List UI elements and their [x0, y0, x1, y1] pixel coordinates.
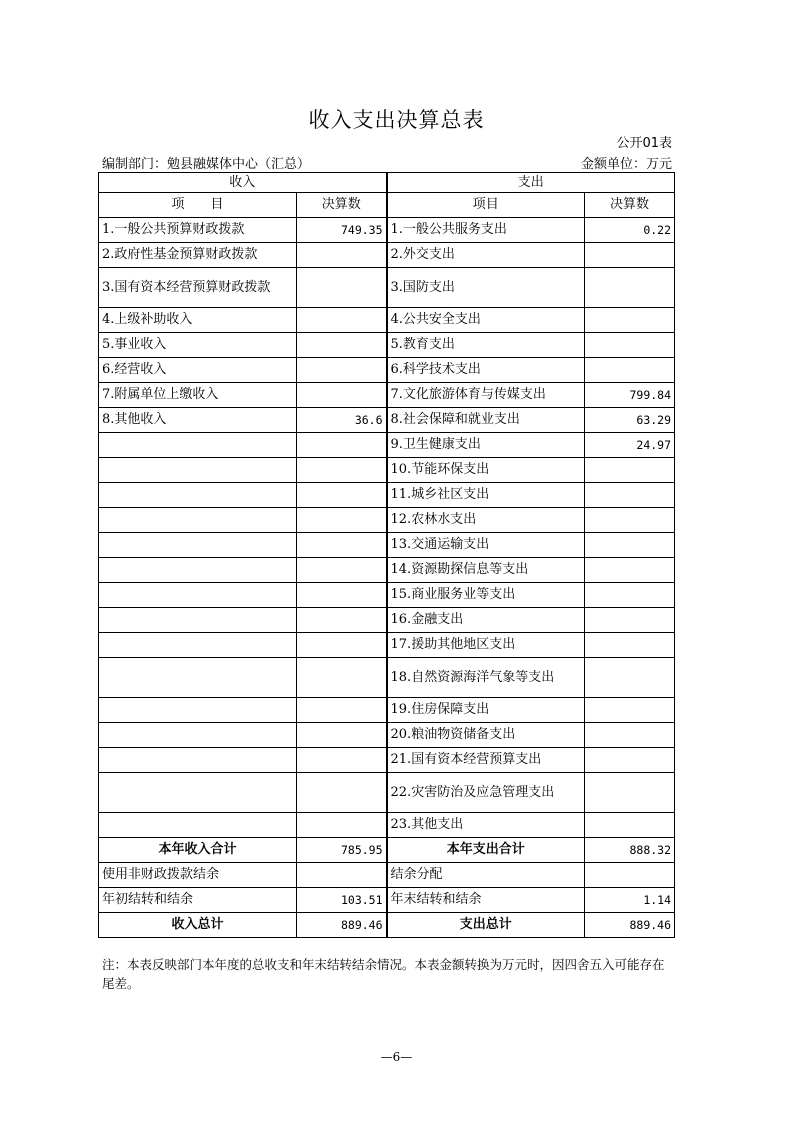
- section-header-row: [99, 173, 675, 193]
- income-item: [99, 773, 297, 813]
- expense-item: 14.资源勘探信息等支出: [387, 558, 585, 583]
- table-row: [99, 383, 675, 408]
- expense-value: 24.97: [585, 433, 675, 458]
- expense-total-label: 支出总计: [387, 913, 585, 938]
- table-row: [99, 358, 675, 383]
- expense-value: [585, 533, 675, 558]
- table-row: [99, 483, 675, 508]
- income-item: [99, 608, 297, 633]
- income-item: 5.事业收入: [99, 333, 297, 358]
- grand-total-row: [99, 913, 675, 938]
- footnote: 注：本表反映部门本年度的总收支和年末结转结余情况。本表金额转换为万元时，因四舍五入可能存在尾差。: [102, 957, 665, 991]
- income-value: [297, 243, 387, 268]
- income-item: [99, 748, 297, 773]
- income-item: [99, 698, 297, 723]
- column-header-row: [99, 193, 675, 218]
- income-item: [99, 583, 297, 608]
- expense-item: 19.住房保障支出: [387, 698, 585, 723]
- year-total-row: [99, 838, 675, 863]
- income-total-value: 889.46: [297, 913, 387, 938]
- table-row: [99, 633, 675, 658]
- expense-item: 21.国有资本经营预算支出: [387, 748, 585, 773]
- expense-value: [585, 748, 675, 773]
- table-row: [99, 773, 675, 813]
- expense-item-header: 项目: [387, 193, 585, 218]
- table-row: [99, 218, 675, 243]
- table-row: [99, 458, 675, 483]
- unit-label: 金额单位：万元: [580, 157, 672, 172]
- carryover-row: [99, 888, 675, 913]
- expense-value: [585, 723, 675, 748]
- income-value: [297, 358, 387, 383]
- expense-value: [585, 483, 675, 508]
- income-value: [297, 508, 387, 533]
- table-row: [99, 533, 675, 558]
- table-row: [99, 408, 675, 433]
- income-value: [297, 433, 387, 458]
- income-item: [99, 658, 297, 698]
- income-item: [99, 633, 297, 658]
- income-item: [99, 533, 297, 558]
- income-item: [99, 813, 297, 838]
- department-label: 编制部门：勉县融媒体中心（汇总）: [102, 157, 311, 172]
- distribution-value: [585, 863, 675, 888]
- table-row: [99, 608, 675, 633]
- expense-item: 2.外交支出: [387, 243, 585, 268]
- expense-item: 11.城乡社区支出: [387, 483, 585, 508]
- income-item: 8.其他收入: [99, 408, 297, 433]
- income-item: 3.国有资本经营预算财政拨款: [99, 268, 297, 308]
- nonfiscal-label: 使用非财政拨款结余: [99, 863, 297, 888]
- expense-item: 17.援助其他地区支出: [387, 633, 585, 658]
- income-item: [99, 723, 297, 748]
- expense-value: [585, 813, 675, 838]
- income-section-header: 收入: [99, 173, 387, 193]
- expense-item: 22.灾害防治及应急管理支出: [387, 773, 585, 813]
- expense-item: 18.自然资源海洋气象等支出: [387, 658, 585, 698]
- table-row: [99, 698, 675, 723]
- income-value: 749.35: [297, 218, 387, 243]
- income-value: [297, 268, 387, 308]
- income-value: [297, 723, 387, 748]
- begin-balance-value: 103.51: [297, 888, 387, 913]
- income-value: [297, 773, 387, 813]
- expense-item: 6.科学技术支出: [387, 358, 585, 383]
- expense-item: 8.社会保障和就业支出: [387, 408, 585, 433]
- income-value: [297, 698, 387, 723]
- expense-value: 0.22: [585, 218, 675, 243]
- income-item: 1.一般公共预算财政拨款: [99, 218, 297, 243]
- expense-item: 4.公共安全支出: [387, 308, 585, 333]
- income-value: [297, 583, 387, 608]
- expense-item: 3.国防支出: [387, 268, 585, 308]
- expense-value: [585, 333, 675, 358]
- expense-value: [585, 243, 675, 268]
- expense-value: [585, 508, 675, 533]
- expense-value: [585, 608, 675, 633]
- table-row: [99, 243, 675, 268]
- expense-item: 5.教育支出: [387, 333, 585, 358]
- expense-item: 7.文化旅游体育与传媒支出: [387, 383, 585, 408]
- expense-item: 1.一般公共服务支出: [387, 218, 585, 243]
- expense-total-value: 889.46: [585, 913, 675, 938]
- income-item: 4.上级补助收入: [99, 308, 297, 333]
- year-expense-label: 本年支出合计: [387, 838, 585, 863]
- table-row: [99, 748, 675, 773]
- income-value: 36.6: [297, 408, 387, 433]
- expense-item: 20.粮油物资储备支出: [387, 723, 585, 748]
- nonfiscal-row: [99, 863, 675, 888]
- income-item-header: 项 目: [99, 193, 297, 218]
- page-number: —6—: [380, 1050, 413, 1064]
- income-item: 2.政府性基金预算财政拨款: [99, 243, 297, 268]
- expense-item: 15.商业服务业等支出: [387, 583, 585, 608]
- nonfiscal-value: [297, 863, 387, 888]
- income-total-label: 收入总计: [99, 913, 297, 938]
- form-number: 公开01表: [616, 136, 672, 151]
- year-income-value: 785.95: [297, 838, 387, 863]
- income-value: [297, 333, 387, 358]
- income-value: [297, 813, 387, 838]
- table-row: [99, 268, 675, 308]
- expense-item: 13.交通运输支出: [387, 533, 585, 558]
- income-value: [297, 633, 387, 658]
- income-item: 6.经营收入: [99, 358, 297, 383]
- expense-value: [585, 458, 675, 483]
- income-value: [297, 308, 387, 333]
- income-item: 7.附属单位上缴收入: [99, 383, 297, 408]
- expense-value: [585, 358, 675, 383]
- income-value: [297, 558, 387, 583]
- table-row: [99, 308, 675, 333]
- end-balance-value: 1.14: [585, 888, 675, 913]
- income-value: [297, 458, 387, 483]
- begin-balance-label: 年初结转和结余: [99, 888, 297, 913]
- expense-item: 10.节能环保支出: [387, 458, 585, 483]
- distribution-label: 结余分配: [387, 863, 585, 888]
- year-income-label: 本年收入合计: [99, 838, 297, 863]
- income-value: [297, 533, 387, 558]
- income-value: [297, 383, 387, 408]
- expense-value: [585, 583, 675, 608]
- year-expense-value: 888.32: [585, 838, 675, 863]
- expense-value: [585, 658, 675, 698]
- income-amount-header: 决算数: [297, 193, 387, 218]
- expense-value: [585, 773, 675, 813]
- table-row: [99, 558, 675, 583]
- table-row: [99, 658, 675, 698]
- expense-value: 799.84: [585, 383, 675, 408]
- income-value: [297, 608, 387, 633]
- table-row: [99, 723, 675, 748]
- expense-value: [585, 308, 675, 333]
- expense-item: 12.农林水支出: [387, 508, 585, 533]
- page-title: 收入支出决算总表: [308, 108, 485, 132]
- expense-item: 23.其他支出: [387, 813, 585, 838]
- income-item: [99, 458, 297, 483]
- expense-value: [585, 633, 675, 658]
- expense-amount-header: 决算数: [585, 193, 675, 218]
- table-row: [99, 813, 675, 838]
- end-balance-label: 年末结转和结余: [387, 888, 585, 913]
- income-item: [99, 433, 297, 458]
- income-value: [297, 748, 387, 773]
- summary-table: [98, 172, 675, 938]
- expense-value: 63.29: [585, 408, 675, 433]
- table-row: [99, 583, 675, 608]
- income-value: [297, 658, 387, 698]
- expense-value: [585, 698, 675, 723]
- income-item: [99, 558, 297, 583]
- expense-value: [585, 558, 675, 583]
- expense-item: 16.金融支出: [387, 608, 585, 633]
- expense-value: [585, 268, 675, 308]
- income-item: [99, 483, 297, 508]
- income-value: [297, 483, 387, 508]
- table-row: [99, 508, 675, 533]
- income-item: [99, 508, 297, 533]
- expense-item: 9.卫生健康支出: [387, 433, 585, 458]
- table-row: [99, 433, 675, 458]
- expense-section-header: 支出: [387, 173, 675, 193]
- table-row: [99, 333, 675, 358]
